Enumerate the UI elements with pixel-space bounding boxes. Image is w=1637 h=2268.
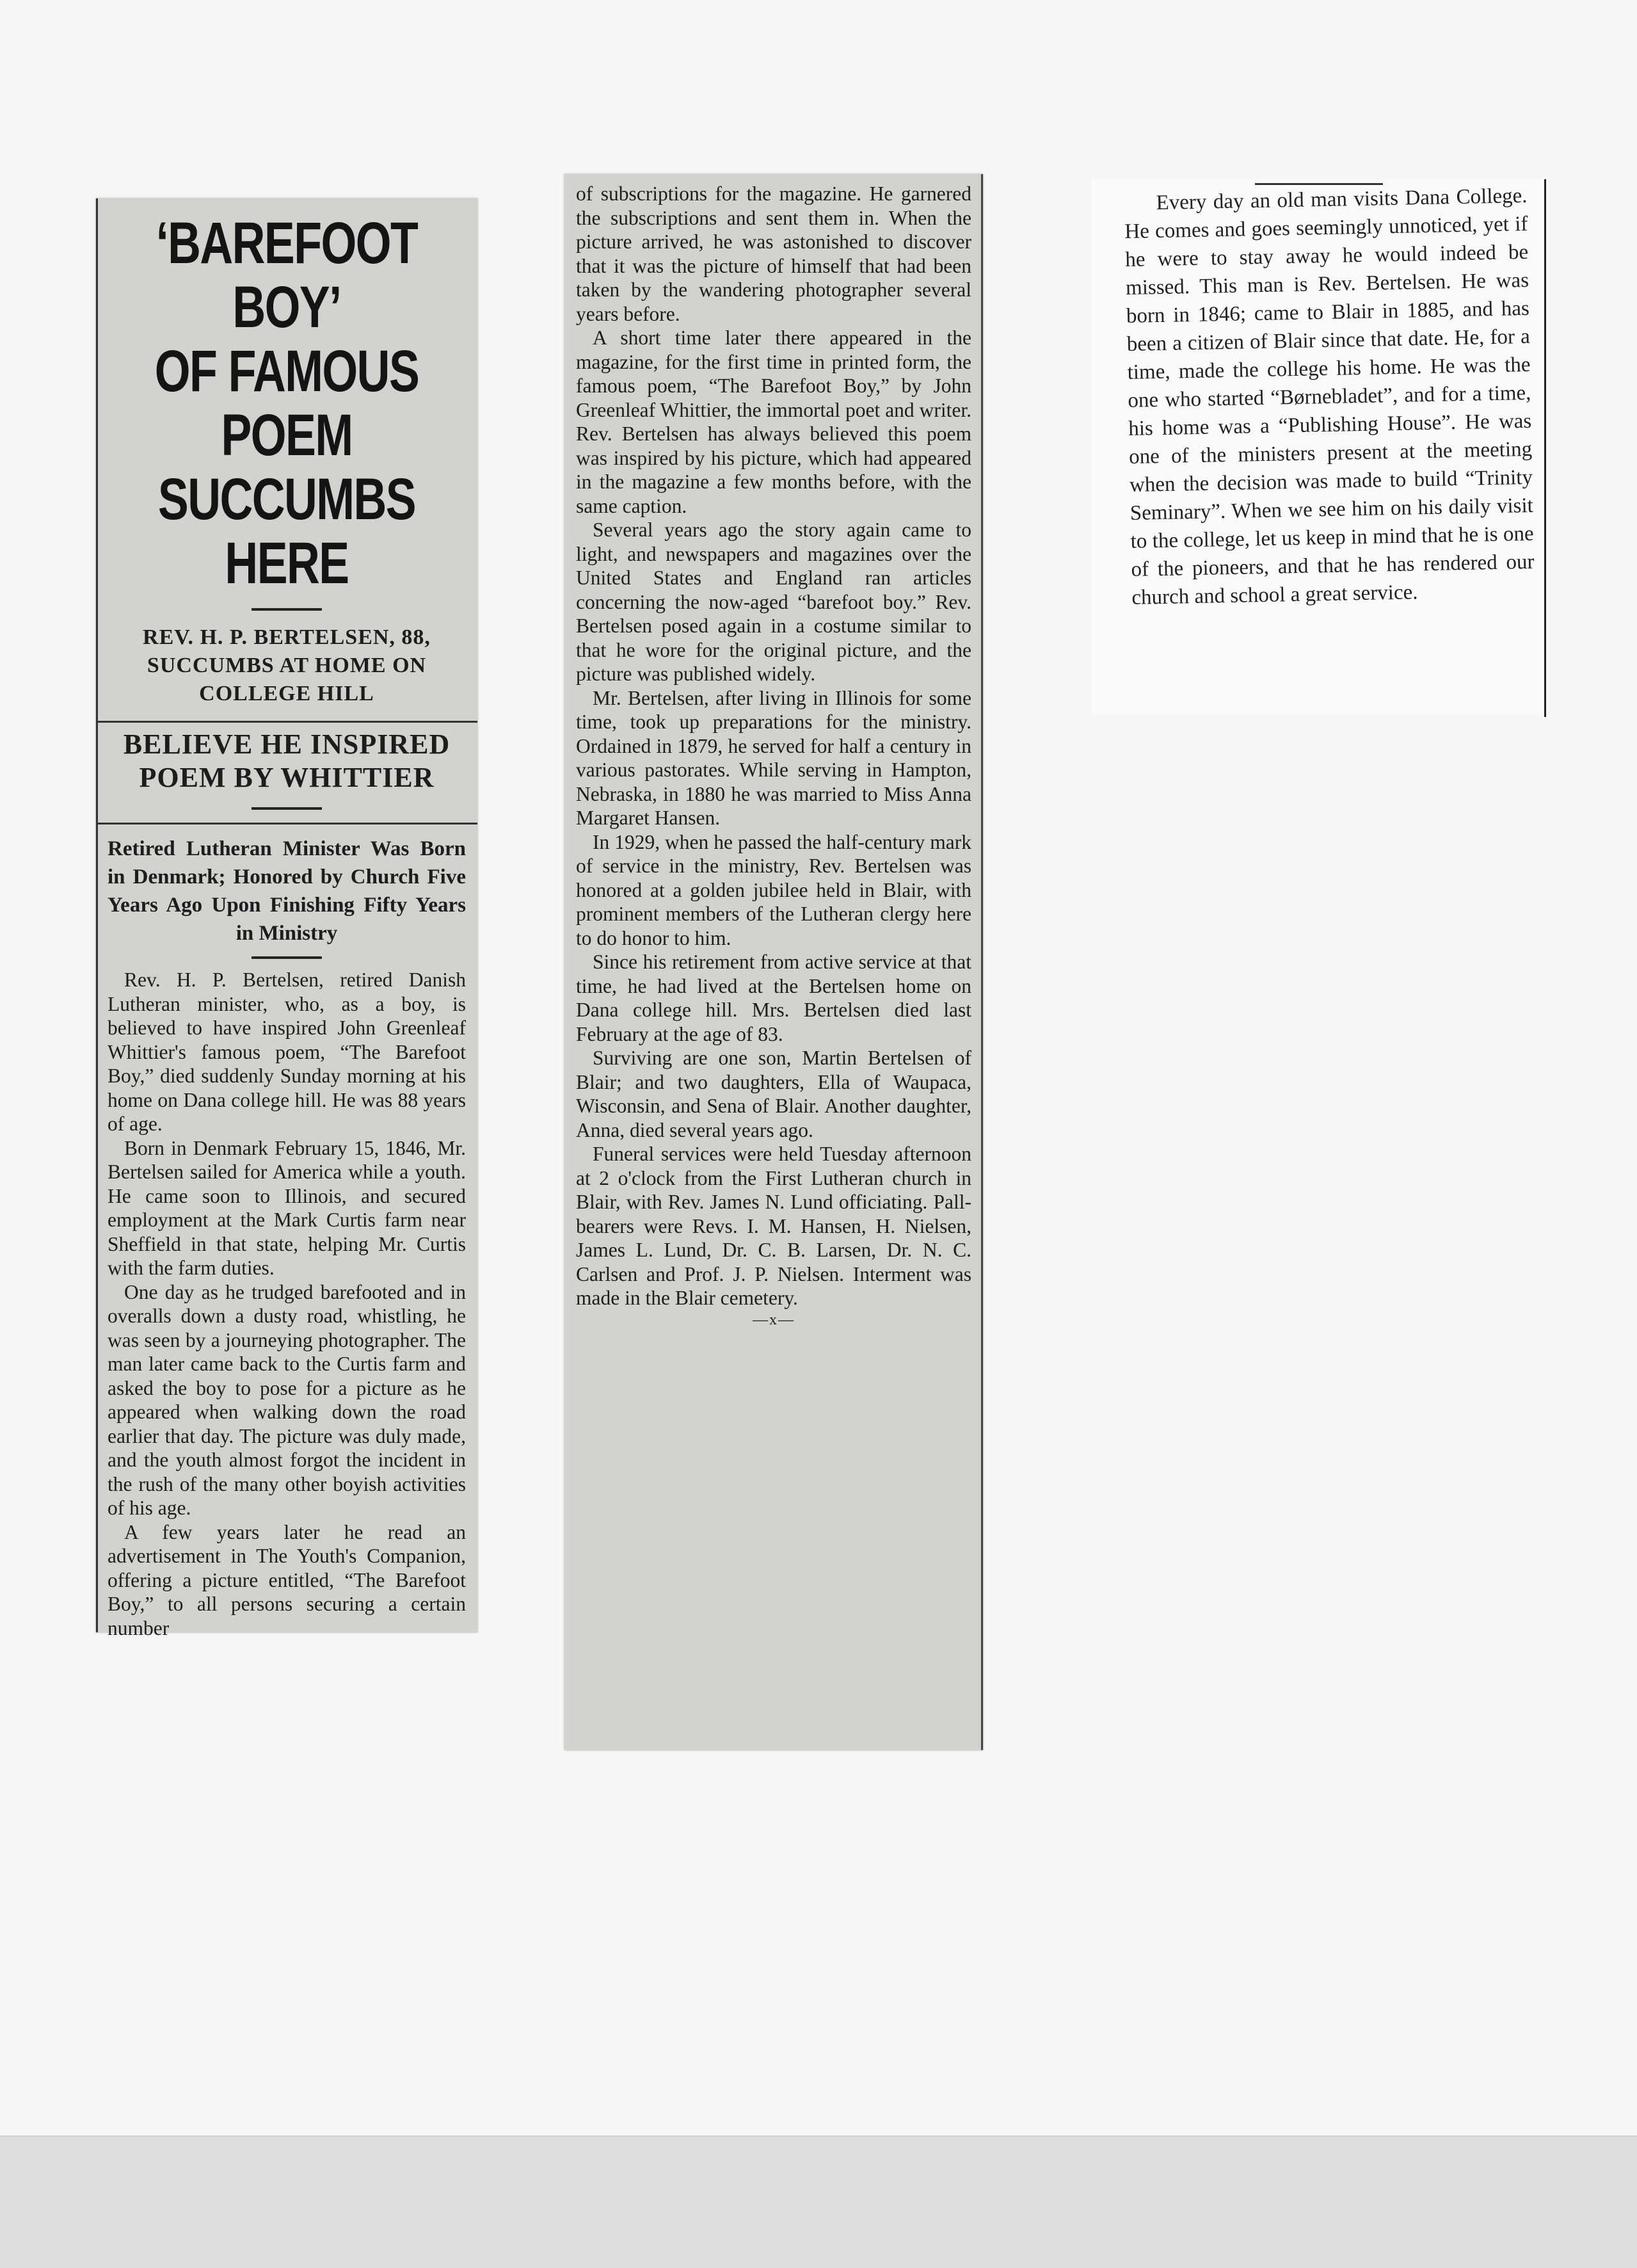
divider (252, 956, 322, 959)
headline-line: ‘BAREFOOT BOY’ (156, 211, 418, 340)
article-body (1092, 176, 1554, 613)
paragraph: A few years later he read an advertisement in The Youth's Companion, offering a picture entitled, “The Barefoot Boy,” to all persons securing a certain number (108, 1520, 466, 1639)
column-rule (981, 174, 983, 1750)
subheadline: BELIEVE HE INSPIRED POEM BY WHITTIER (96, 721, 477, 794)
scanner-bed-edge (0, 2135, 1637, 2268)
headline (108, 211, 465, 595)
article-body (96, 968, 477, 1640)
divider (252, 807, 322, 810)
subheadline: Retired Lutheran Minister Was Born in Denmark; Honored by Church Five Years Ago Upon Finishing Fifty Years in Ministry (96, 823, 477, 947)
headline-line: OF FAMOUS POEM (154, 339, 419, 468)
paragraph: of subscriptions for the magazine. He garnered the subscriptions and sent them in. When the picture arrived, he was astonished to discover that it was the picture of himself that had been taken by the wandering photographer several years before. (576, 182, 971, 325)
subheadline: REV. H. P. BERTELSEN, 88, SUCCUMBS AT HOME ON COLLEGE HILL (143, 625, 431, 705)
paragraph: One day as he trudged barefooted and in overalls down a dusty road, whistling, he was seen by a journeying photographer. The man later came back to the Curtis farm and asked the boy to pose for a picture as he appeared when walking down the road earlier that day. The picture was duly made, and the youth almost forgot the incident in the rush of the many other boyish activities of his age. (108, 1280, 466, 1519)
end-mark: —x— (753, 1311, 795, 1328)
headline-line: SUCCUMBS HERE (157, 467, 416, 596)
paragraph: Since his retirement from active service at that time, he had lived at the Bertelsen home on Dana college hill. Mrs. Bertelsen died last February at the age of 83. (576, 951, 971, 1045)
paragraph: Born in Denmark February 15, 1846, Mr. Bertelsen sailed for America while a youth. He came soon to Illinois, and secured employment at the Mark Curtis farm near Sheffield in that state, helping Mr. Curtis with the farm duties. (108, 1136, 466, 1279)
paragraph: Funeral services were held Tuesday afternoon at 2 o'clock from the First Lutheran church in Blair, with Rev. James N. Lund officiating. Pall-bearers were Revs. I. M. Hansen, H. Nielsen, James L. Lund, Dr. C. B. Larsen, Dr. N. C. Carlsen and Prof. J. P. Nielsen. Interment was made in the Blair cemetery. (576, 1143, 971, 1309)
clipping-obituary-first-column (96, 198, 477, 1639)
clipping-dana-college-note (1092, 179, 1546, 714)
paragraph: Surviving are one son, Martin Bertelsen of Blair; and two daughters, Ella of Waupaca, Wisconsin, and Sena of Blair. Another daughter, Anna, died several years ago. (576, 1047, 971, 1141)
paragraph: In 1929, when he passed the half-century mark of service in the ministry, Rev. Bertelsen was honored at a golden jubilee held in Blair, with prominent members of the Lutheran clergy here to do honor to him. (576, 830, 971, 949)
paragraph: Every day an old man visits Dana College. He comes and goes seemingly unnoticed, yet if he were to stay away he would indeed be missed. This man is Rev. Bertelsen. He was born in 1846; came to Blair in 1885, and has been a citizen of Blair since that date. He, for a time, made the college his home. He was the one who started “Børnebladet”, and for a time, his home was a “Publishing House”. He was one of the ministers present at the meeting when the decision was made to build “Trinity Seminary”. When we see him on his daily visit to the college, let us keep in mind that he is one of the pioneers, and that he has rendered our church and school a great service. (1124, 184, 1535, 609)
paragraph: Several years ago the story again came to light, and newspapers and magazines over the United States and England ran articles concerning the now-aged “barefoot boy.” Rev. Bertelsen posed again in a costume similar to that he wore for the original picture, and the picture was published widely. (576, 519, 971, 685)
divider (252, 608, 322, 611)
column-rule (96, 198, 98, 1632)
paragraph: Rev. H. P. Bertelsen, retired Danish Lutheran minister, who, as a boy, is believed to have inspired John Greenleaf Whittier's famous poem, “The Barefoot Boy,” died suddenly Sunday morning at his home on Dana college hill. He was 88 years of age. (108, 969, 466, 1135)
clipping-obituary-second-column (564, 174, 983, 1750)
paragraph: Mr. Bertelsen, after living in Illinois for some time, took up preparations for the ministry. Ordained in 1879, he served for half a century in various pastorates. While serving in Hampton, Nebraska, in 1880 he was married to Miss Anna Margaret Hansen. (576, 686, 971, 829)
paragraph: A short time later there appeared in the magazine, for the first time in printed form, the famous poem, “The Barefoot Boy,” by John Greenleaf Whittier, the immortal poet and writer. Rev. Bertelsen has always believed this poem was inspired by his picture, which had appeared in the magazine a few months before, with the same caption. (576, 326, 971, 517)
article-body (564, 174, 983, 1310)
